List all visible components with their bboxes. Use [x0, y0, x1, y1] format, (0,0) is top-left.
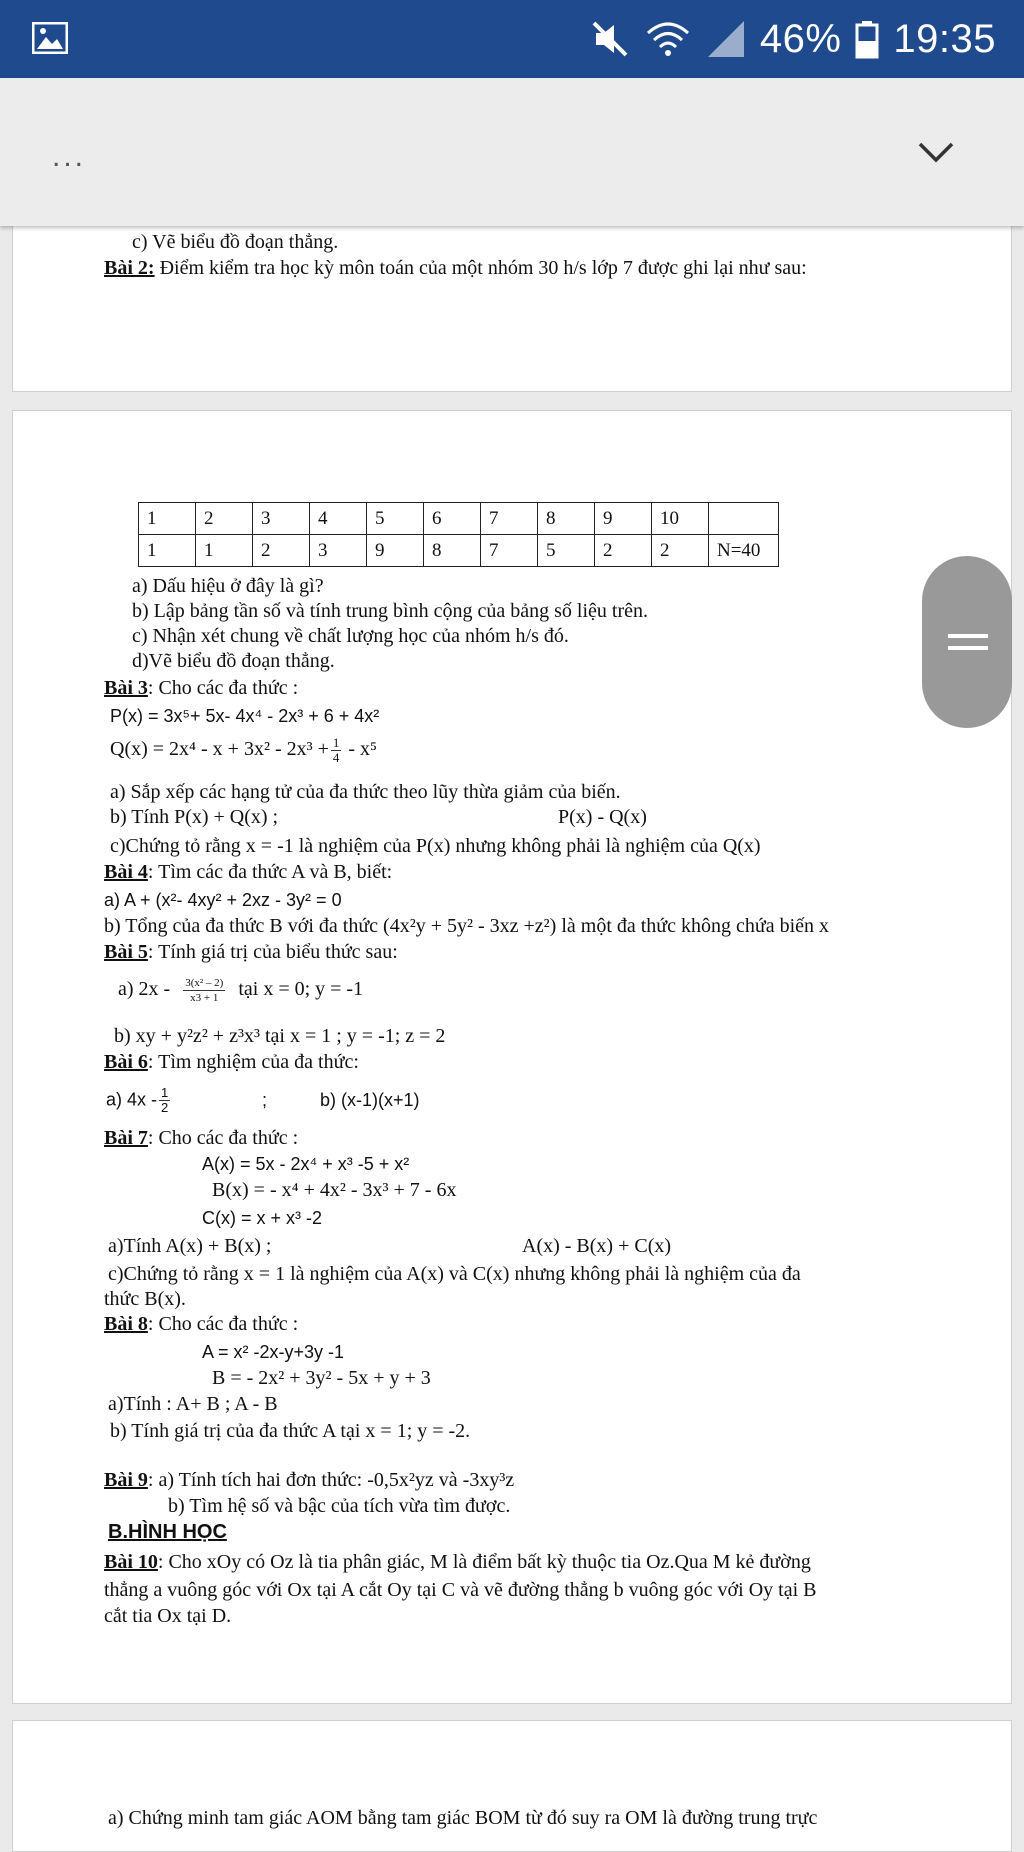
- section-geometry-heading: B.HÌNH HỌC: [108, 1521, 227, 1543]
- table-cell: 2: [595, 535, 652, 567]
- clock: 19:35: [893, 16, 996, 61]
- bai6-fraction: [159, 1086, 170, 1115]
- frac-den: 2: [161, 1100, 169, 1115]
- q-frac-den: 4: [332, 750, 340, 765]
- q-fraction: [331, 736, 342, 765]
- bai6-separator: ;: [262, 1090, 268, 1110]
- signal-icon: [706, 19, 746, 59]
- bai9-question-a: : a) Tính tích hai đơn thức: -0,5x²yz và -3xy³z: [147, 1469, 515, 1491]
- bai2-question-b: b) Lập bảng tần số và tính trung bình cộng của bảng số liệu trên.: [132, 600, 648, 622]
- a-start: a) 2x -: [118, 978, 171, 1001]
- table-cell: 4: [310, 503, 367, 535]
- table-cell: 2: [196, 503, 253, 535]
- table-row: [139, 535, 779, 567]
- table-cell: 3: [253, 503, 310, 535]
- bai6-question-b: b) (x-1)(x+1): [320, 1090, 420, 1110]
- bai5-question-a: [118, 976, 363, 1005]
- bai3-polynomial-q: [110, 736, 377, 765]
- bai5-question-b: b) xy + y²z² + z³x³ tại x = 1 ; y = -1; z = 2: [114, 1025, 446, 1047]
- bai5-fraction: [183, 976, 225, 1005]
- bai9-heading: [104, 1468, 514, 1492]
- bai4-question-b: b) Tổng của đa thức B với đa thức (4x²y + 5y² - 3xz +z²) là một đa thức không chứa biến x: [104, 915, 830, 937]
- bai3-question-a: a) Sắp xếp các hạng tử của đa thức theo lũy thừa giảm của biến.: [110, 781, 621, 803]
- bai9-label: Bài 9: [104, 1469, 148, 1491]
- bai7-question-c2: thức B(x).: [104, 1288, 186, 1310]
- table-cell: 1: [196, 535, 253, 567]
- bai5-text: : Tính giá trị của biểu thức sau:: [147, 941, 398, 963]
- app-bar: [0, 78, 1024, 226]
- bai10-line-2: thẳng a vuông góc với Ox tại A cắt Oy tại C và vẽ đường thẳng b vuông góc với Oy tại B: [104, 1579, 817, 1601]
- table-cell: 10: [652, 503, 709, 535]
- table-cell: 5: [367, 503, 424, 535]
- bai4-label: Bài 4: [104, 861, 148, 883]
- chevron-down-icon[interactable]: [916, 140, 956, 164]
- bai2-question-a: a) Dấu hiệu ở đây là gì?: [132, 575, 324, 597]
- bai8-text: : Cho các đa thức :: [147, 1313, 299, 1335]
- bai2-question-c: c) Nhận xét chung về chất lượng học của nhóm h/s đó.: [132, 625, 569, 647]
- table-cell: 9: [595, 503, 652, 535]
- bai6-question-a: [106, 1086, 172, 1115]
- bai7-polynomial-b: B(x) = - x⁴ + 4x² - 3x³ + 7 - 6x: [212, 1179, 457, 1201]
- wifi-icon: [644, 19, 692, 59]
- a-end: tại x = 0; y = -1: [233, 978, 364, 1001]
- q-end: - x⁵: [343, 738, 378, 761]
- frac-num: 1: [161, 1085, 169, 1100]
- table-cell: 7: [481, 535, 538, 567]
- bai7-question-c1: c)Chứng tỏ rằng x = 1 là nghiệm của A(x) và C(x) nhưng không phải là nghiệm của đa: [108, 1263, 801, 1285]
- table-cell: 3: [310, 535, 367, 567]
- handle-grip-line: [948, 646, 988, 650]
- table-cell: 8: [424, 535, 481, 567]
- bai8-polynomial-b: B = - 2x² + 3y² - 5x + y + 3: [212, 1367, 431, 1389]
- bai3-text: : Cho các đa thức :: [147, 677, 299, 699]
- table-cell: 8: [538, 503, 595, 535]
- bai9-question-b: b) Tìm hệ số và bậc của tích vừa tìm được.: [168, 1495, 511, 1517]
- bai10-line-3: cắt tia Ox tại D.: [104, 1605, 232, 1627]
- table-cell: 2: [652, 535, 709, 567]
- mute-icon: [590, 19, 630, 59]
- bai10-label: Bài 10: [104, 1551, 158, 1573]
- frac-num: 3(x² – 2): [185, 977, 224, 989]
- battery-icon: [855, 19, 879, 59]
- bai7-question-a1: a)Tính A(x) + B(x) ;: [108, 1235, 272, 1257]
- bai8-polynomial-a: A = x² -2x-y+3y -1: [202, 1342, 345, 1362]
- bai10-text-1: : Cho xOy có Oz là tia phân giác, M là điểm bất kỳ thuộc tia Oz.Qua M kẻ đường: [157, 1551, 811, 1573]
- bai7-polynomial-c: C(x) = x + x³ -2: [202, 1208, 323, 1228]
- bai5-label: Bài 5: [104, 941, 148, 963]
- bai10-line-1: [104, 1550, 811, 1574]
- bai2-text: Điểm kiểm tra học kỳ môn toán của một nhóm 30 h/s lớp 7 được ghi lại như sau:: [154, 257, 807, 279]
- handle-grip-line: [948, 634, 988, 638]
- fast-scroll-handle[interactable]: [922, 556, 1012, 728]
- a-start: a) 4x -: [106, 1089, 158, 1110]
- table-cell: 5: [538, 535, 595, 567]
- bai3-question-c: c)Chứng tỏ rằng x = -1 là nghiệm của P(x) nhưng không phải là nghiệm của Q(x): [110, 835, 761, 857]
- document-page-3: [12, 1720, 1012, 1852]
- table-cell: N=40: [709, 535, 779, 567]
- bai3-polynomial-p: P(x) = 3x⁵+ 5x- 4x⁴ - 2x³ + 6 + 4x²: [110, 706, 380, 726]
- bai2-question-d: d)Vẽ biểu đồ đoạn thẳng.: [132, 650, 335, 672]
- bai8-question-b: b) Tính giá trị của đa thức A tại x = 1; y = -2.: [110, 1420, 471, 1442]
- document-page-1: [12, 200, 1012, 392]
- table-cell: 6: [424, 503, 481, 535]
- bai4-heading: [104, 860, 392, 884]
- bai3-heading: [104, 676, 298, 700]
- table-cell: 1: [139, 503, 196, 535]
- table-cell: 1: [139, 535, 196, 567]
- bai4-text: : Tìm các đa thức A và B, biết:: [147, 861, 393, 883]
- score-table: [138, 502, 779, 567]
- bai7-label: Bài 7: [104, 1127, 148, 1149]
- bai7-heading: [104, 1126, 298, 1150]
- table-cell: [709, 503, 779, 535]
- bai4-question-a: a) A + (x²- 4xy² + 2xz - 3y² = 0: [104, 890, 342, 910]
- bai6-text: : Tìm nghiệm của đa thức:: [147, 1051, 359, 1073]
- bai6-heading: [104, 1050, 359, 1074]
- bai5-heading: [104, 940, 398, 964]
- bai8-heading: [104, 1312, 298, 1336]
- bai2-label: Bài 2:: [104, 257, 155, 279]
- bai3-question-b1: b) Tính P(x) + Q(x) ;: [110, 806, 279, 828]
- bai3-question-b2: P(x) - Q(x): [558, 806, 647, 828]
- bai7-text: : Cho các đa thức :: [147, 1127, 299, 1149]
- page3-partial-text: a) Chứng minh tam giác AOM bằng tam giác BOM từ đó suy ra OM là đường trung trực: [108, 1807, 818, 1829]
- status-bar: [0, 0, 1024, 78]
- table-cell: 2: [253, 535, 310, 567]
- bai3-label: Bài 3: [104, 677, 148, 699]
- more-button[interactable]: ...: [52, 140, 87, 173]
- bai7-question-a2: A(x) - B(x) + C(x): [522, 1235, 672, 1257]
- bai8-label: Bài 8: [104, 1313, 148, 1335]
- image-icon: [32, 22, 68, 54]
- bai2-heading: [104, 256, 807, 280]
- q-start: Q(x) = 2x⁴ - x + 3x² - 2x³ +: [110, 738, 329, 761]
- bai1-question-c: c) Vẽ biểu đồ đoạn thẳng.: [132, 231, 339, 253]
- table-row: [139, 503, 779, 535]
- q-frac-num: 1: [332, 735, 340, 750]
- table-cell: 7: [481, 503, 538, 535]
- bai7-polynomial-a: A(x) = 5x - 2x⁴ + x³ -5 + x²: [202, 1154, 410, 1174]
- bai8-question-a: a)Tính : A+ B ; A - B: [108, 1393, 278, 1415]
- frac-den: x3 + 1: [190, 992, 219, 1004]
- battery-percent: 46%: [759, 16, 842, 61]
- table-cell: 9: [367, 535, 424, 567]
- bai6-label: Bài 6: [104, 1051, 148, 1073]
